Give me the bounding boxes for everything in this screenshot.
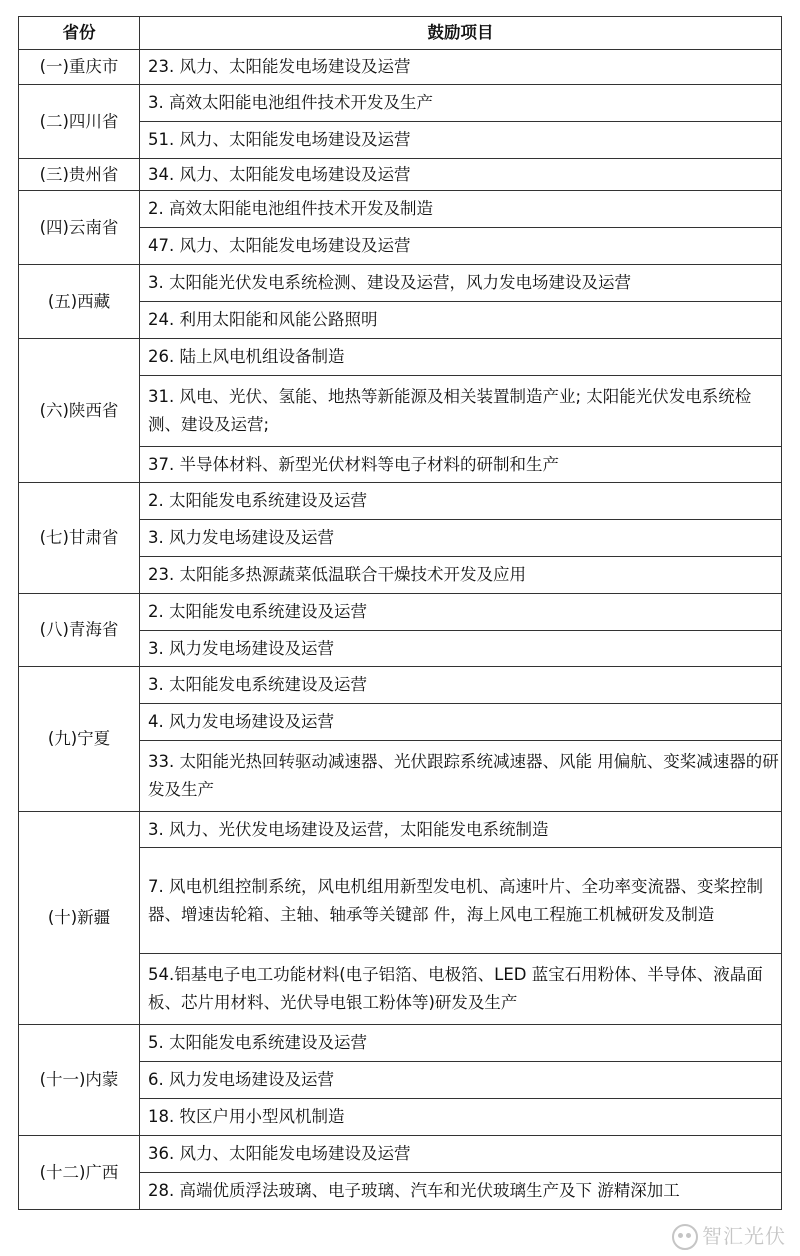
table-row xyxy=(19,483,782,520)
project-cell: 3. 风力、光伏发电场建设及运营，太阳能发电系统制造 xyxy=(140,812,782,848)
province-cell: (九)宁夏 xyxy=(19,667,140,812)
table-row xyxy=(19,339,782,376)
project-cell: 23. 风力、太阳能发电场建设及运营 xyxy=(140,50,782,85)
table-row xyxy=(19,85,782,122)
province-cell: (二)四川省 xyxy=(19,85,140,159)
project-cell: 2. 太阳能发电系统建设及运营 xyxy=(140,483,782,520)
project-cell: 24. 利用太阳能和风能公路照明 xyxy=(140,302,782,339)
province-cell: (十二)广西 xyxy=(19,1136,140,1210)
wechat-icon xyxy=(672,1224,698,1250)
header-project: 鼓励项目 xyxy=(140,17,782,50)
project-cell: 51. 风力、太阳能发电场建设及运营 xyxy=(140,122,782,159)
table-row xyxy=(19,191,782,228)
province-cell: (五)西藏 xyxy=(19,265,140,339)
project-cell: 33. 太阳能光热回转驱动减速器、光伏跟踪系统减速器、风能 用偏航、变桨减速器的研发及生产 xyxy=(140,741,782,812)
project-cell: 2. 太阳能发电系统建设及运营 xyxy=(140,594,782,631)
project-cell: 3. 风力发电场建设及运营 xyxy=(140,631,782,667)
table-row xyxy=(19,594,782,631)
watermark-text: 智汇光伏 xyxy=(702,1223,786,1248)
project-cell: 34. 风力、太阳能发电场建设及运营 xyxy=(140,159,782,191)
table-row xyxy=(19,1136,782,1173)
project-cell: 31. 风电、光伏、氢能、地热等新能源及相关装置制造产业; 太阳能光伏发电系统检测、建设及运营; xyxy=(140,376,782,447)
project-cell: 28. 高端优质浮法玻璃、电子玻璃、汽车和光伏玻璃生产及下 游精深加工 xyxy=(140,1173,782,1210)
province-cell: (六)陕西省 xyxy=(19,339,140,483)
province-cell: (三)贵州省 xyxy=(19,159,140,191)
project-cell: 54.铝基电子电工功能材料(电子铝箔、电极箔、LED 蓝宝石用粉体、半导体、液晶面 板、芯片用材料、光伏导电银工粉体等)研发及生产 xyxy=(140,954,782,1025)
project-cell: 23. 太阳能多热源蔬菜低温联合干燥技术开发及应用 xyxy=(140,557,782,594)
project-cell: 2. 高效太阳能电池组件技术开发及制造 xyxy=(140,191,782,228)
province-cell: (八)青海省 xyxy=(19,594,140,667)
project-cell: 3. 高效太阳能电池组件技术开发及生产 xyxy=(140,85,782,122)
project-cell: 26. 陆上风电机组设备制造 xyxy=(140,339,782,376)
project-cell: 3. 太阳能光伏发电系统检测、建设及运营，风力发电场建设及运营 xyxy=(140,265,782,302)
project-cell: 5. 太阳能发电系统建设及运营 xyxy=(140,1025,782,1062)
province-cell: (十)新疆 xyxy=(19,812,140,1025)
table-row xyxy=(19,265,782,302)
project-cell: 3. 风力发电场建设及运营 xyxy=(140,520,782,557)
table-row xyxy=(19,812,782,848)
province-cell: (七)甘肃省 xyxy=(19,483,140,594)
project-cell: 36. 风力、太阳能发电场建设及运营 xyxy=(140,1136,782,1173)
table-row xyxy=(19,1025,782,1062)
watermark xyxy=(672,1220,786,1251)
province-cell: (四)云南省 xyxy=(19,191,140,265)
encouraged-projects-table xyxy=(18,16,782,1210)
table-row xyxy=(19,50,782,85)
project-cell: 4. 风力发电场建设及运营 xyxy=(140,704,782,741)
header-province: 省份 xyxy=(19,17,140,50)
project-cell: 6. 风力发电场建设及运营 xyxy=(140,1062,782,1099)
table-row xyxy=(19,667,782,704)
project-cell: 37. 半导体材料、新型光伏材料等电子材料的研制和生产 xyxy=(140,447,782,483)
project-cell: 47. 风力、太阳能发电场建设及运营 xyxy=(140,228,782,265)
province-cell: (十一)内蒙 xyxy=(19,1025,140,1136)
table-row xyxy=(19,159,782,191)
table-header-row xyxy=(19,17,782,50)
project-cell: 7. 风电机组控制系统，风电机组用新型发电机、高速叶片、全功率变流器、变桨控制器、增速齿轮箱、主轴、轴承等关键部 件，海上风电工程施工机械研发及制造 xyxy=(140,848,782,954)
project-cell: 3. 太阳能发电系统建设及运营 xyxy=(140,667,782,704)
project-cell: 18. 牧区户用小型风机制造 xyxy=(140,1099,782,1136)
province-cell: (一)重庆市 xyxy=(19,50,140,85)
